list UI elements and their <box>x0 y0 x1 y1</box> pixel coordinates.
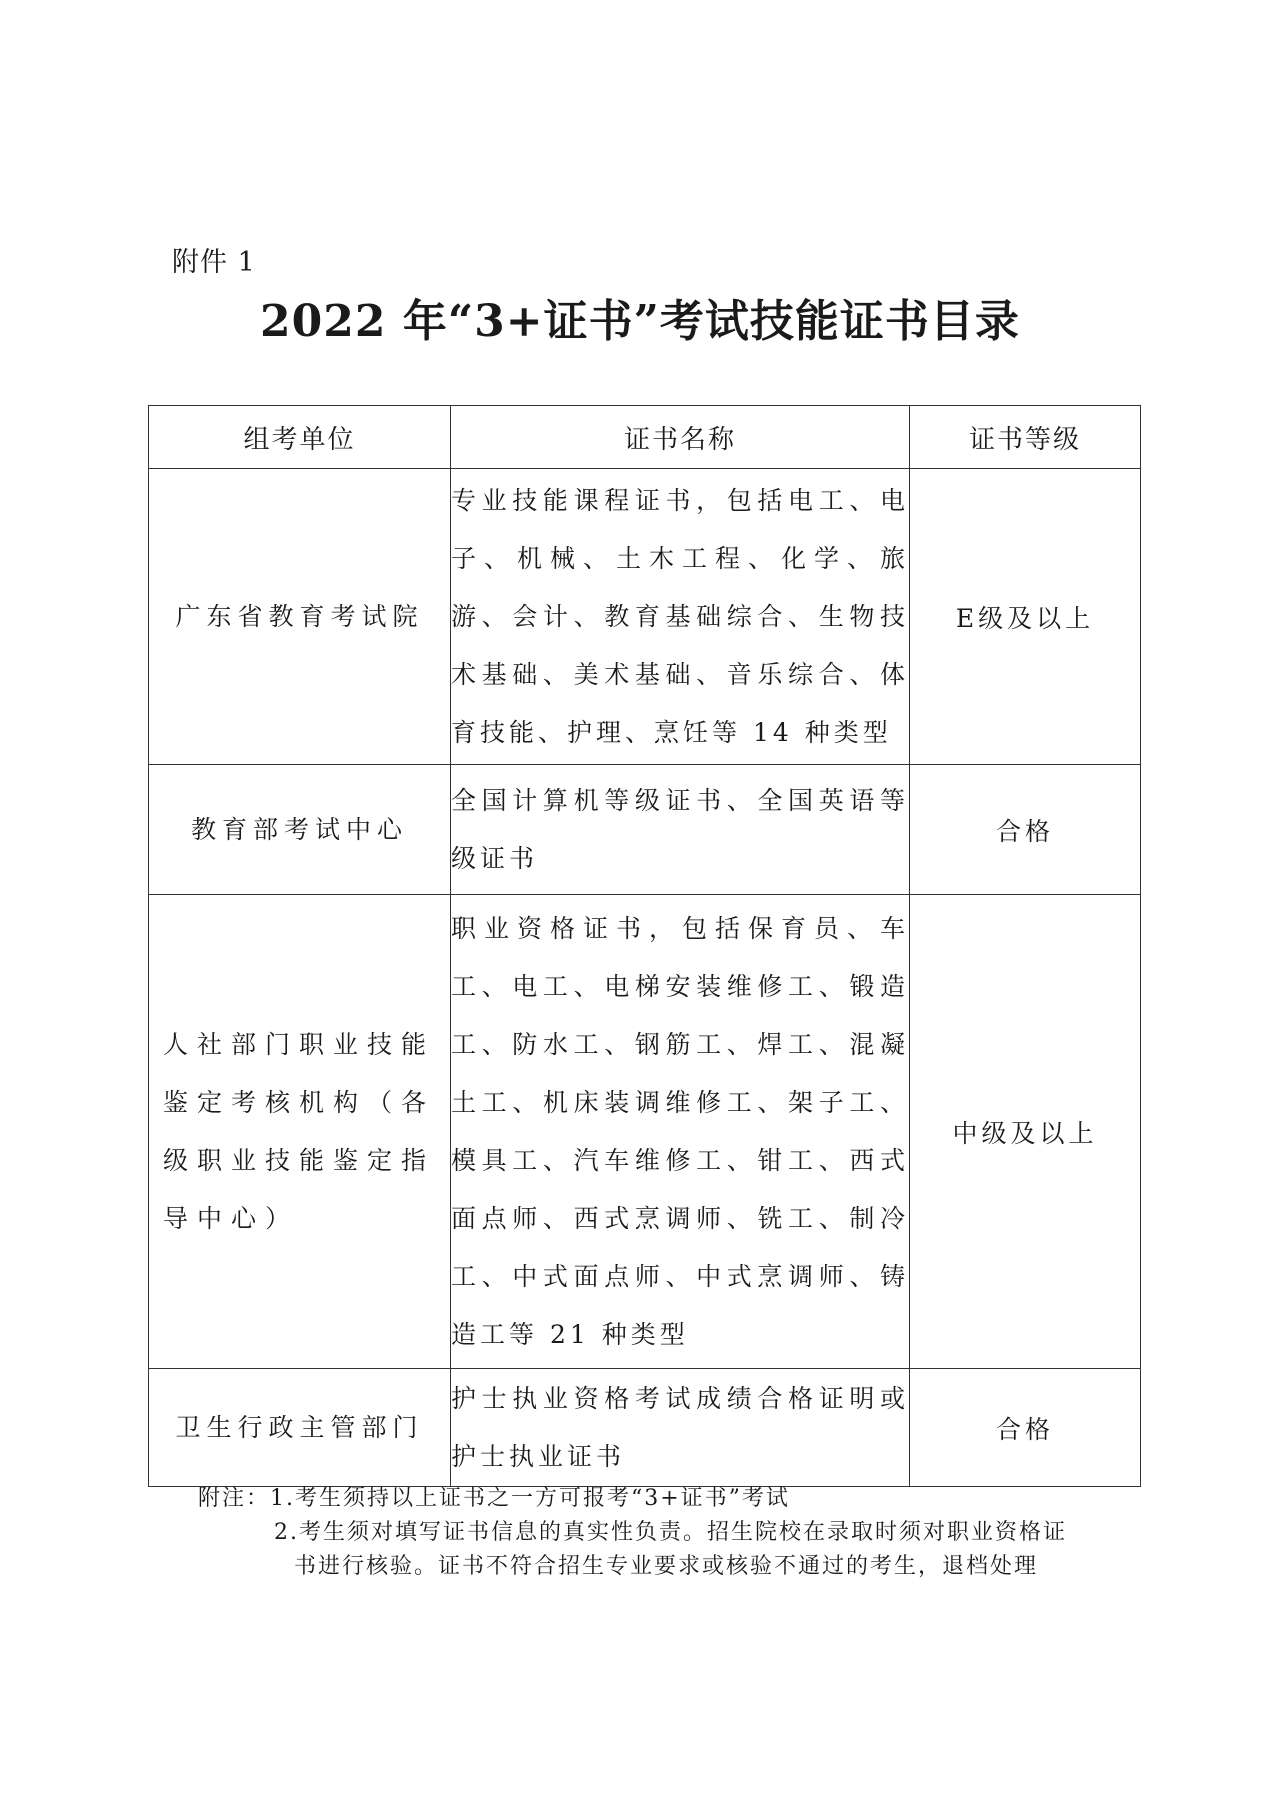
footnote-item: 2.考生须对填写证书信息的真实性负责。招生院校在录取时须对职业资格证 <box>274 1520 1067 1545</box>
table-header-row <box>149 406 1141 469</box>
footnotes <box>198 1482 1067 1584</box>
organizer-cell: 广东省教育考试院 <box>149 469 451 765</box>
certificate-name-cell: 全国计算机等级证书、全国英语等级证书 <box>451 765 910 895</box>
document-title: 2022 年“3+证书”考试技能证书目录 <box>260 296 1020 347</box>
table-row <box>149 765 1141 895</box>
organizer-cell: 人社部门职业技能鉴定考核机构（各级职业技能鉴定指导中心） <box>149 895 451 1369</box>
certificate-level-cell: 合格 <box>910 1369 1141 1487</box>
footnote-line <box>198 1550 1067 1584</box>
certificate-level-cell: 中级及以上 <box>910 895 1141 1369</box>
footnote-line <box>198 1482 1067 1516</box>
header-certificate-name: 证书名称 <box>451 406 910 469</box>
organizer-cell: 卫生行政主管部门 <box>149 1369 451 1487</box>
header-certificate-level: 证书等级 <box>910 406 1141 469</box>
footnote-label: 附注： <box>198 1486 271 1511</box>
certificate-catalog-table <box>148 405 1141 1487</box>
footnote-item: 1.考生须持以上证书之一方可报考“3+证书”考试 <box>270 1486 790 1511</box>
certificate-name-cell: 专业技能课程证书，包括电工、电子、机械、土木工程、化学、旅游、会计、教育基础综合、生物技术基础、美术基础、音乐综合、体育技能、护理、烹饪等 14 种类型 <box>451 469 910 765</box>
header-organizer: 组考单位 <box>149 406 451 469</box>
table-row <box>149 469 1141 765</box>
certificate-level-cell: 合格 <box>910 765 1141 895</box>
certificate-name-cell: 护士执业资格考试成绩合格证明或护士执业证书 <box>451 1369 910 1487</box>
certificate-level-cell: E级及以上 <box>910 469 1141 765</box>
footnote-line <box>198 1516 1067 1550</box>
organizer-cell: 教育部考试中心 <box>149 765 451 895</box>
table-row <box>149 895 1141 1369</box>
table-row <box>149 1369 1141 1487</box>
attachment-label: 附件 1 <box>172 247 256 278</box>
footnote-item: 书进行核验。证书不符合招生专业要求或核验不通过的考生，退档处理 <box>294 1554 1039 1579</box>
certificate-name-cell: 职业资格证书，包括保育员、车工、电工、电梯安装维修工、锻造工、防水工、钢筋工、焊工、混凝土工、机床装调维修工、架子工、模具工、汽车维修工、钳工、西式面点师、西式烹调师、铣工、制冷工、中式面点师、中式烹调师、铸造工等 21 种类型 <box>451 895 910 1369</box>
